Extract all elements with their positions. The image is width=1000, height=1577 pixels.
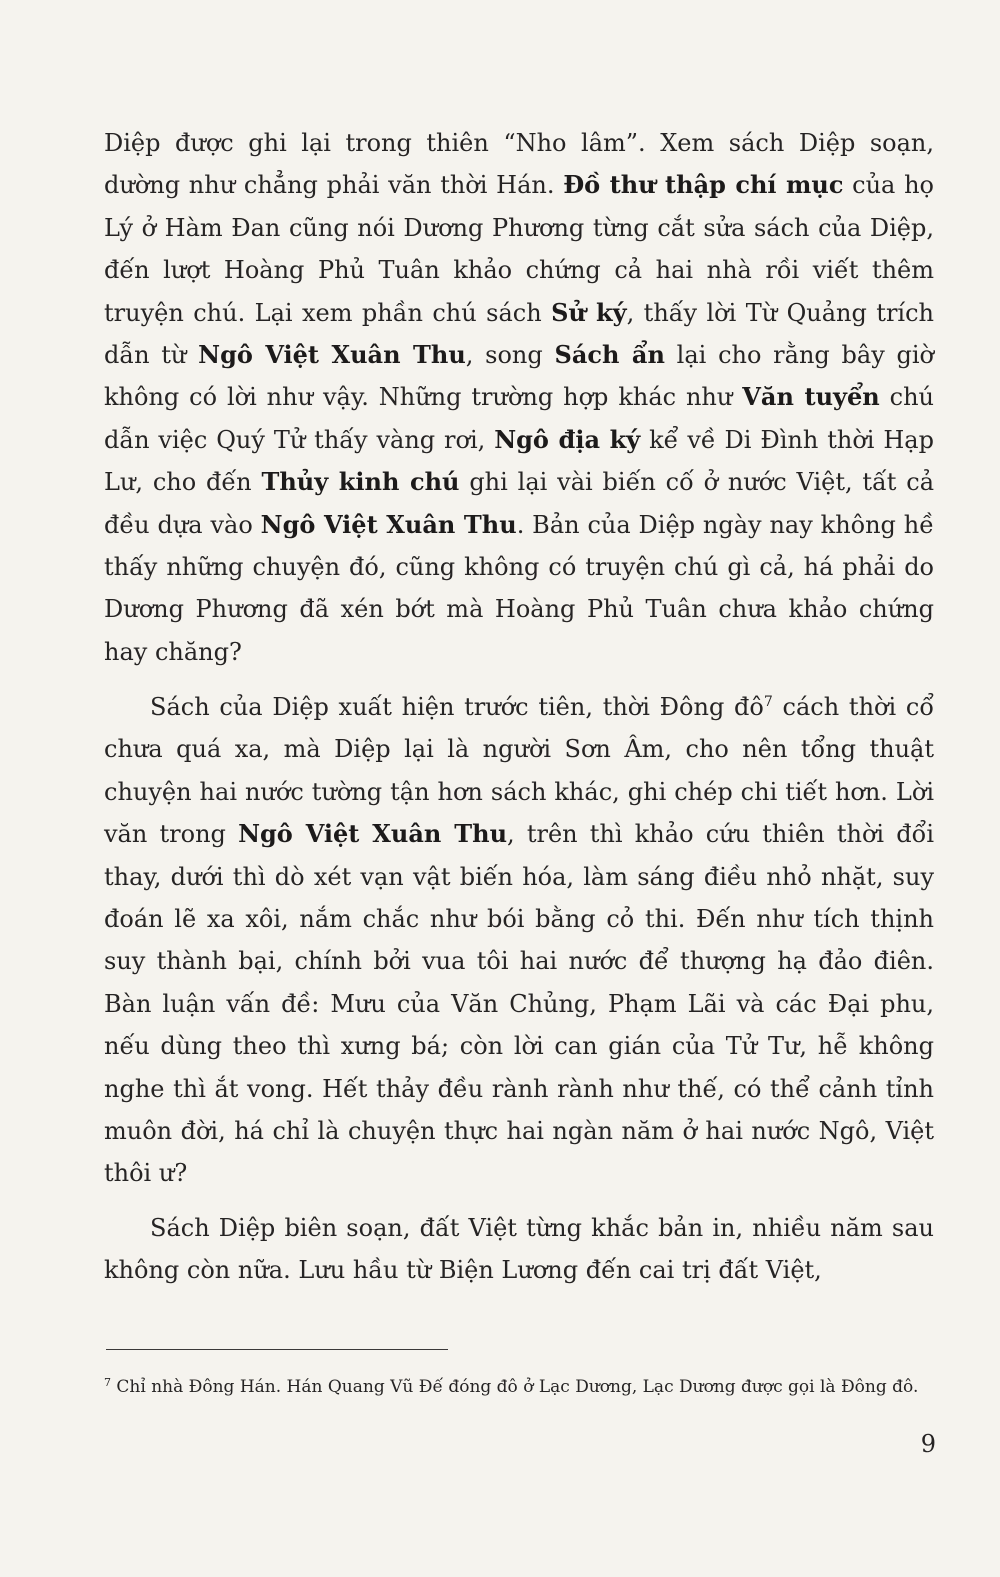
book-title: Đồ thư thập chí mục (563, 170, 844, 200)
text-run: cách thời cổ chưa quá xa, mà Diệp lại là người Sơn Âm, cho nên tổng thuật chuyện hai nước tường tận hơn sách khác, ghi chép chi tiết hơn. Lời văn trong (104, 693, 935, 849)
text-run: Diệp được ghi lại trong thiên “Nho lâm”. Xem sách Diệp soạn, dường như chẳng phải văn thời Hán. (104, 129, 934, 200)
paragraph (104, 686, 934, 1195)
book-title: Ngô Việt Xuân Thu (238, 819, 508, 849)
text-run: Sách Diệp biên soạn, đất Việt từng khắc bản in, nhiều năm sau không còn nữa. Lưu hầu từ Biện Lương đến cai trị đất Việt, (104, 1214, 934, 1285)
footnote-reference: 7 (763, 694, 773, 710)
text-run: của họ Lý ở Hàm Đan cũng nói Dương Phương từng cắt sửa sách của Diệp, đến lượt Hoàng Phủ Tuân khảo chứng cả hai nhà rồi viết thêm truyện chú. Lại xem phần chú sách (104, 171, 934, 327)
paragraph (104, 1207, 934, 1292)
footnote-marker: 7 (104, 1376, 111, 1389)
text-run: . Bản của Diệp ngày nay không hề thấy những chuyện đó, cũng không có truyện chú gì cả, há phải do Dương Phương đã xén bớt mà Hoàng Phủ Tuân chưa khảo chứng hay chăng? (104, 510, 935, 666)
text-run: , song (465, 341, 555, 370)
paragraph-continued (104, 122, 934, 673)
book-title: Ngô địa ký (494, 424, 641, 454)
book-title: Ngô Việt Xuân Thu (198, 340, 466, 370)
text-run: , thấy lời Từ Quảng trích dẫn từ (104, 298, 934, 370)
page-number: 9 (920, 1430, 936, 1458)
book-title: Thủy kinh chú (261, 467, 460, 497)
book-title: Văn tuyển (742, 382, 880, 412)
footnote (104, 1368, 934, 1402)
footnote-text: Chỉ nhà Đông Hán. Hán Quang Vũ Đế đóng đô ở Lạc Dương, Lạc Dương được gọi là Đông đô. (111, 1377, 919, 1397)
book-title: Ngô Việt Xuân Thu (260, 509, 517, 539)
text-run: Sách của Diệp xuất hiện trước tiên, thời Đông đô (150, 693, 764, 721)
book-title: Sử ký (551, 297, 627, 327)
text-run: kể về Di Đình thời Hạp Lư, cho đến (104, 425, 934, 497)
text-run: , trên thì khảo cứu thiên thời đổi thay, dưới thì dò xét vạn vật biến hóa, làm sáng điều nhỏ nhặt, suy đoán lẽ xa xôi, nắm chắc như bói bằng cỏ thi. Đến như tích thịnh suy thành bại, chính bởi vua tôi hai nước để thượng hạ đảo điên. Bàn luận vấn đề: Mưu của Văn Chủng, Phạm Lãi và các Đại phu, nếu dùng theo thì xưng bá; còn lời can gián của Tử Tư, hễ không nghe thì ắt vong. Hết thảy đều rành rành như thế, có thể cảnh tỉnh muôn đời, há chỉ là chuyện thực hai ngàn năm ở hai nước Ngô, Việt thôi ư? (104, 820, 934, 1188)
book-title: Sách ẩn (554, 340, 665, 370)
text-run: lại cho rằng bây giờ không có lời như vậy. Những trường hợp khác như (104, 341, 934, 412)
text-run: chú dẫn việc Quý Tử thấy vàng rơi, (104, 383, 934, 454)
footnote-divider (106, 1349, 448, 1350)
text-run: ghi lại vài biến cố ở nước Việt, tất cả đều dựa vào (104, 468, 935, 539)
